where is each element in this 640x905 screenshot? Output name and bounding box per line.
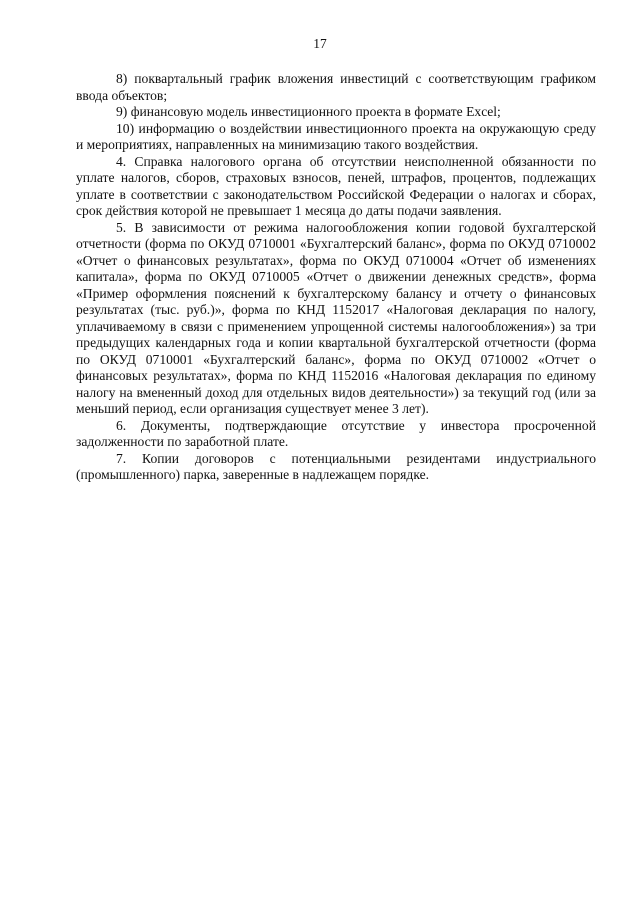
paragraph-section-7: 7. Копии договоров с потенциальными резидентами индустриального (промышленного) парка, заверенные в надлежащем порядке. — [76, 450, 596, 482]
page-number: 17 — [313, 36, 327, 51]
paragraph-section-4: 4. Справка налогового органа об отсутствии неисполненной обязанности по уплате налогов, сборов, страховых взносов, пеней, штрафов, процентов, подлежащих уплате в соответствии с законодательством Российской Федерации о налогах и сборах, срок действия которой не превышает 1 месяца до даты подачи заявления. — [76, 153, 596, 218]
paragraph-section-6: 6. Документы, подтверждающие отсутствие у инвестора просроченной задолженности по заработной плате. — [76, 417, 596, 449]
paragraph-section-5: 5. В зависимости от режима налогообложения копии годовой бухгалтерской отчетности (форма по ОКУД 0710001 «Бухгалтерский баланс», форма по ОКУД 0710002 «Отчет о финансовых результатах», форма по ОКУД 0710004 «Отчет об изменениях капитала», форма по ОКУД 0710005 «Отчет о движении денежных средств», форма «Пример оформления пояснений к бухгалтерскому балансу и отчету о финансовых результатах (тыс. руб.)», форма по КНД 1152017 «Налоговая декларация по налогу, уплачиваемому в связи с применением упрощенной системы налогообложения») за три предыдущих календарных года и копии квартальной бухгалтерской отчетности (форма по ОКУД 0710001 «Бухгалтерский баланс», форма по ОКУД 0710002 «Отчет о финансовых результатах», форма по КНД 1152016 «Налоговая декларация по единому налогу на вмененный доход для отдельных видов деятельности») за текущий год (или за меньший период, если организация существует менее 3 лет). — [76, 219, 596, 416]
paragraph-item-9: 9) финансовую модель инвестиционного проекта в формате Excel; — [116, 104, 501, 119]
paragraph-item-10: 10) информацию о воздействии инвестиционного проекта на окружающую среду и мероприятиях, направленных на минимизацию такого воздействия. — [76, 120, 596, 152]
document-body — [76, 71, 596, 484]
paragraph-item-8: 8) поквартальный график вложения инвестиций с соответствующим графиком ввода объектов; — [76, 71, 596, 103]
